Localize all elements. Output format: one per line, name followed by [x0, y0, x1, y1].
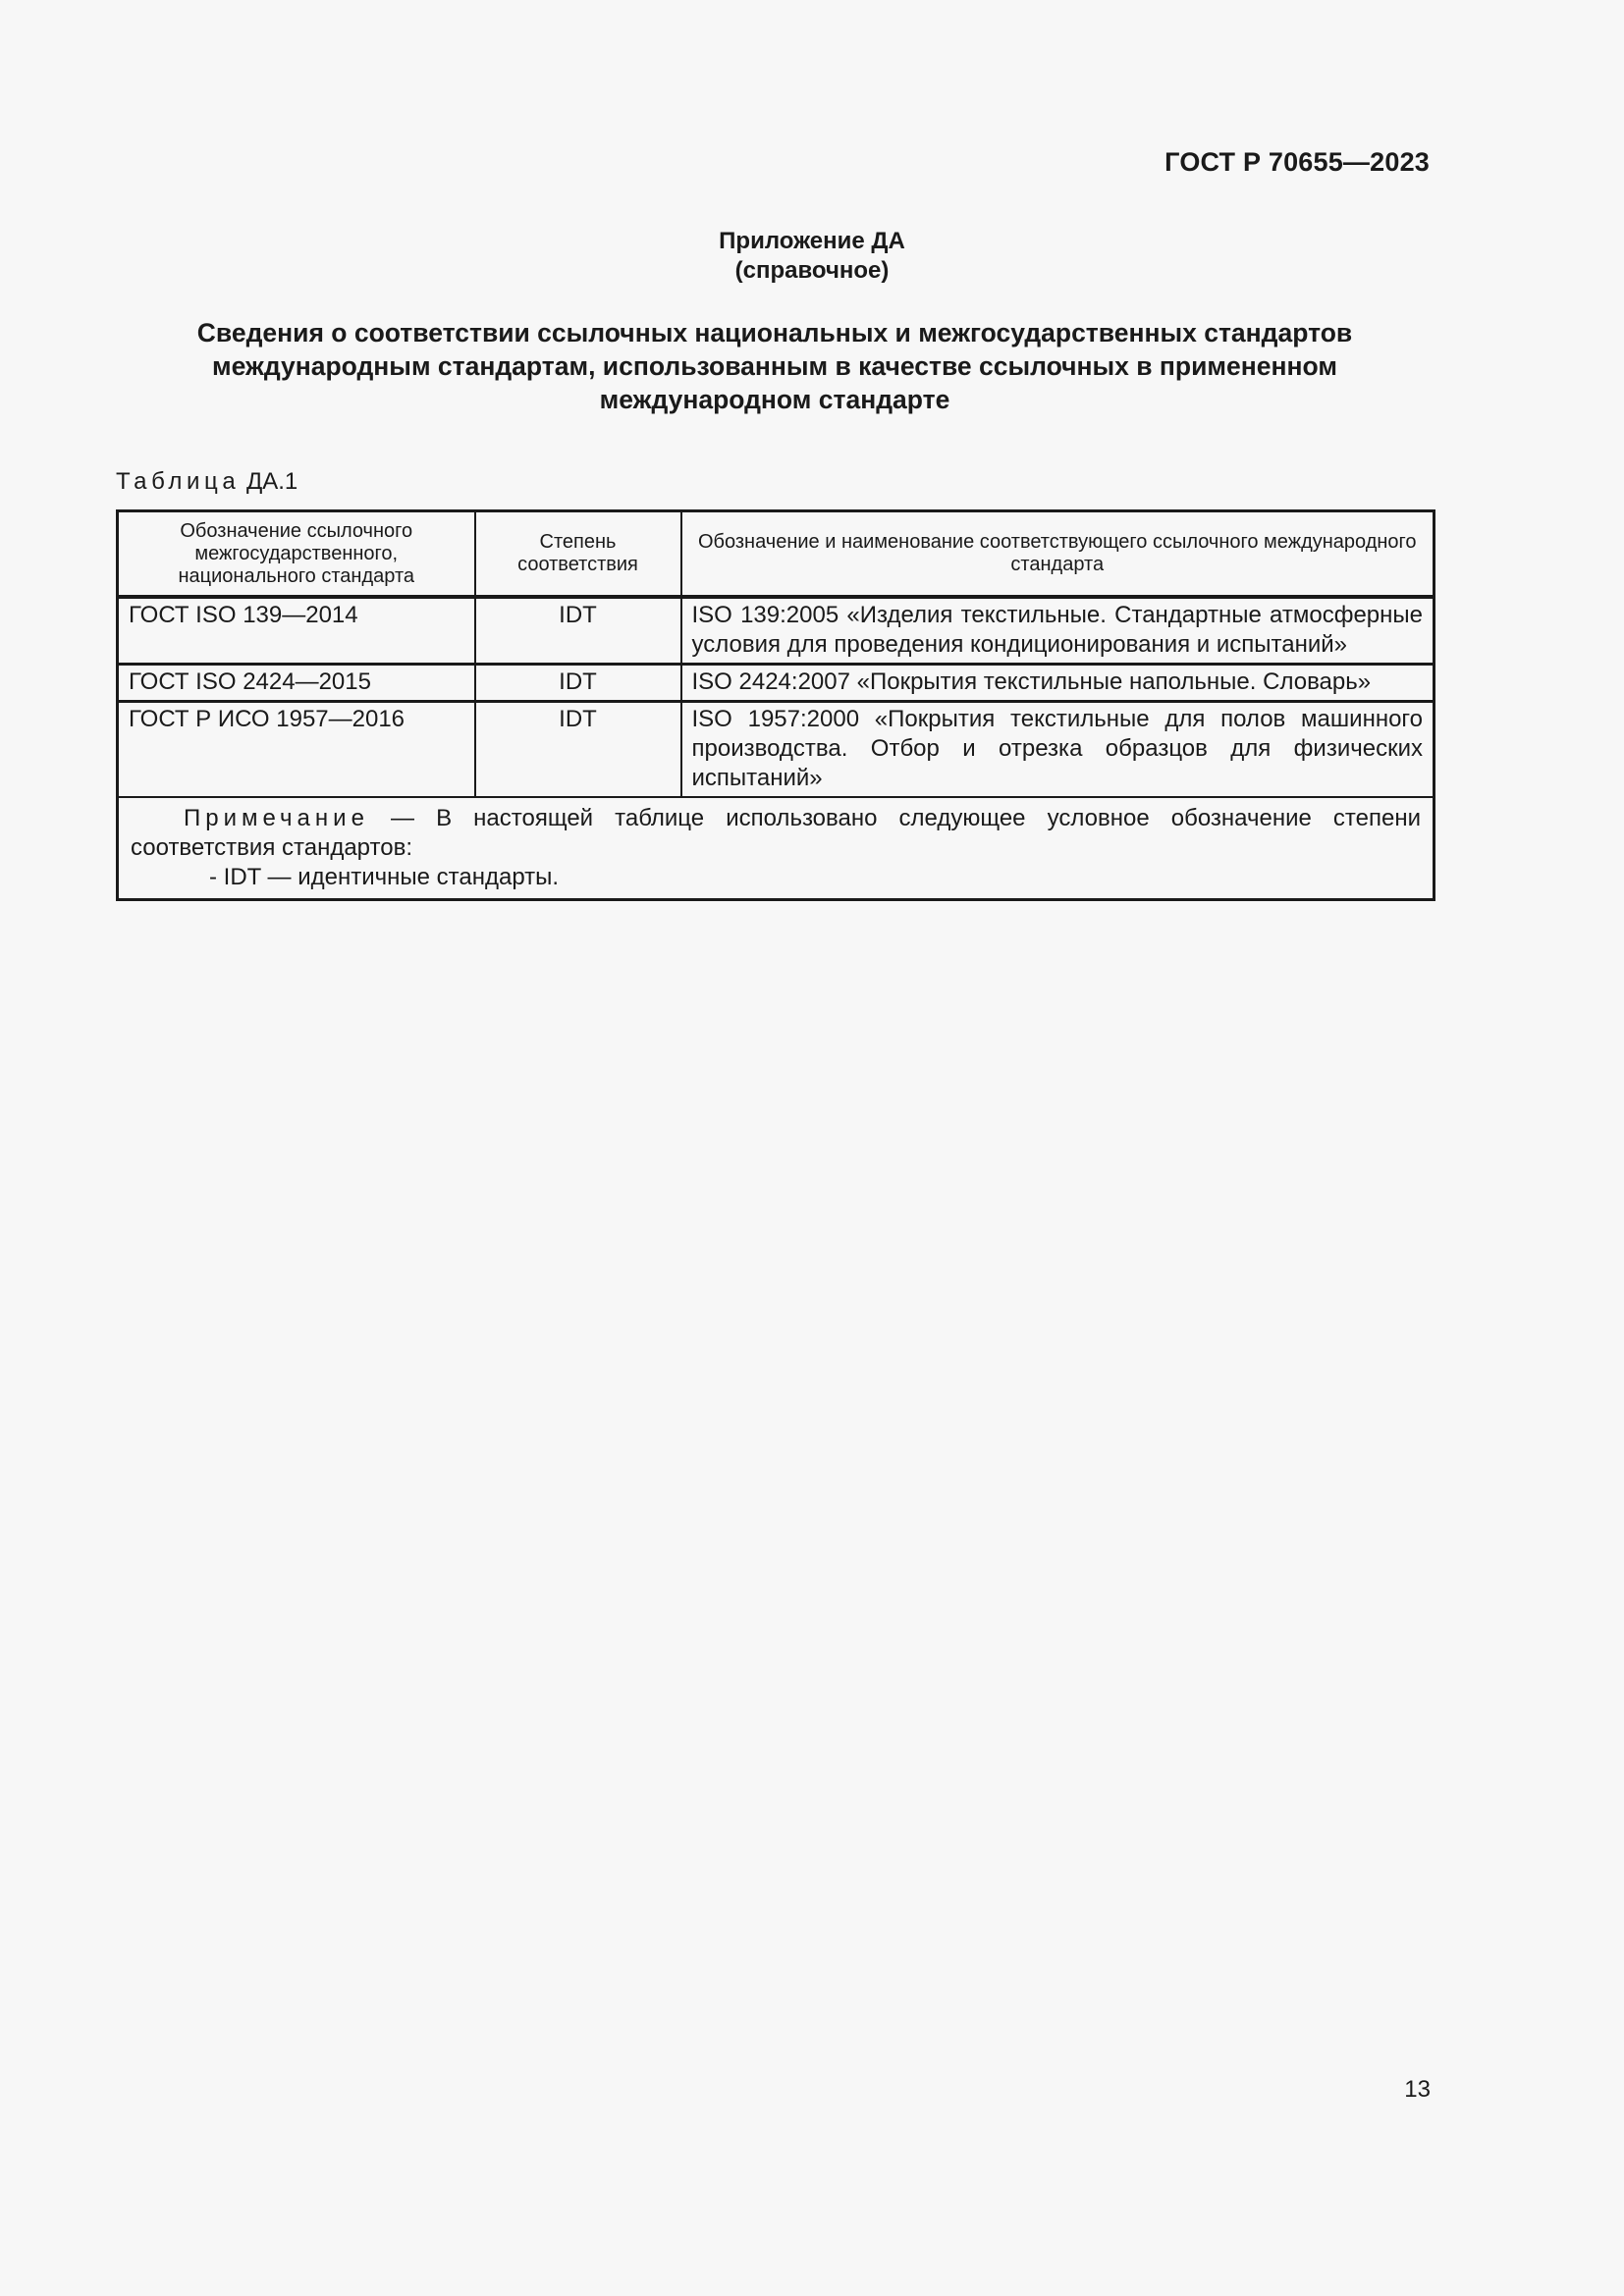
note-item: - IDT — идентичные стандарты.: [209, 864, 560, 890]
cell-code: ГОСТ Р ИСО 1957—2016: [118, 702, 475, 798]
cell-intl: ISO 1957:2000 «Покрытия текстильные для полов машинного производства. Отбор и отрезка образцов для физических испытаний»: [681, 702, 1435, 798]
table-note: [118, 797, 1435, 900]
cell-code: ГОСТ ISO 139—2014: [118, 597, 475, 665]
cell-degree: IDT: [475, 665, 681, 702]
cell-code: ГОСТ ISO 2424—2015: [118, 665, 475, 702]
appendix-kind: (справочное): [734, 257, 890, 284]
table-row: [118, 702, 1435, 798]
table-caption-word: Таблица: [116, 468, 241, 495]
standards-table: [116, 509, 1435, 901]
table-header-row: [118, 511, 1435, 598]
appendix-heading: [0, 227, 1624, 286]
cell-intl: ISO 139:2005 «Изделия текстильные. Стандартные атмосферные условия для проведения кондиционирования и испытаний»: [681, 597, 1435, 665]
title-line-2: международным стандартам, использованным в качестве ссылочных в примененном: [212, 351, 1337, 381]
table-row: [118, 597, 1435, 665]
page-number: 13: [1404, 2076, 1431, 2103]
note-label: Примечание: [184, 805, 369, 831]
title-line-1: Сведения о соответствии ссылочных национальных и межгосударственных стандартов: [196, 318, 1353, 347]
cell-degree: IDT: [475, 597, 681, 665]
document-code: ГОСТ Р 70655—2023: [1164, 147, 1430, 177]
table-caption: [116, 468, 298, 496]
table-caption-id: ДА.1: [245, 468, 298, 495]
cell-intl: ISO 2424:2007 «Покрытия текстильные напольные. Словарь»: [681, 665, 1435, 702]
appendix-title: [147, 316, 1402, 416]
table-row: [118, 665, 1435, 702]
note-text: — В настоящей таблице использовано следующее условное обозначение степени соответствия стандартов:: [131, 805, 1422, 861]
title-line-3: международном стандарте: [599, 385, 950, 414]
appendix-name: Приложение ДА: [719, 228, 905, 254]
column-header-degree: Степень соответствия: [475, 511, 681, 598]
column-header-code: Обозначение ссылочного межгосударственного, национального стандарта: [118, 511, 475, 598]
cell-degree: IDT: [475, 702, 681, 798]
note-text-block: [131, 804, 1421, 863]
table-note-row: [118, 797, 1435, 900]
column-header-intl: Обозначение и наименование соответствующего ссылочного международного стандарта: [681, 511, 1435, 598]
